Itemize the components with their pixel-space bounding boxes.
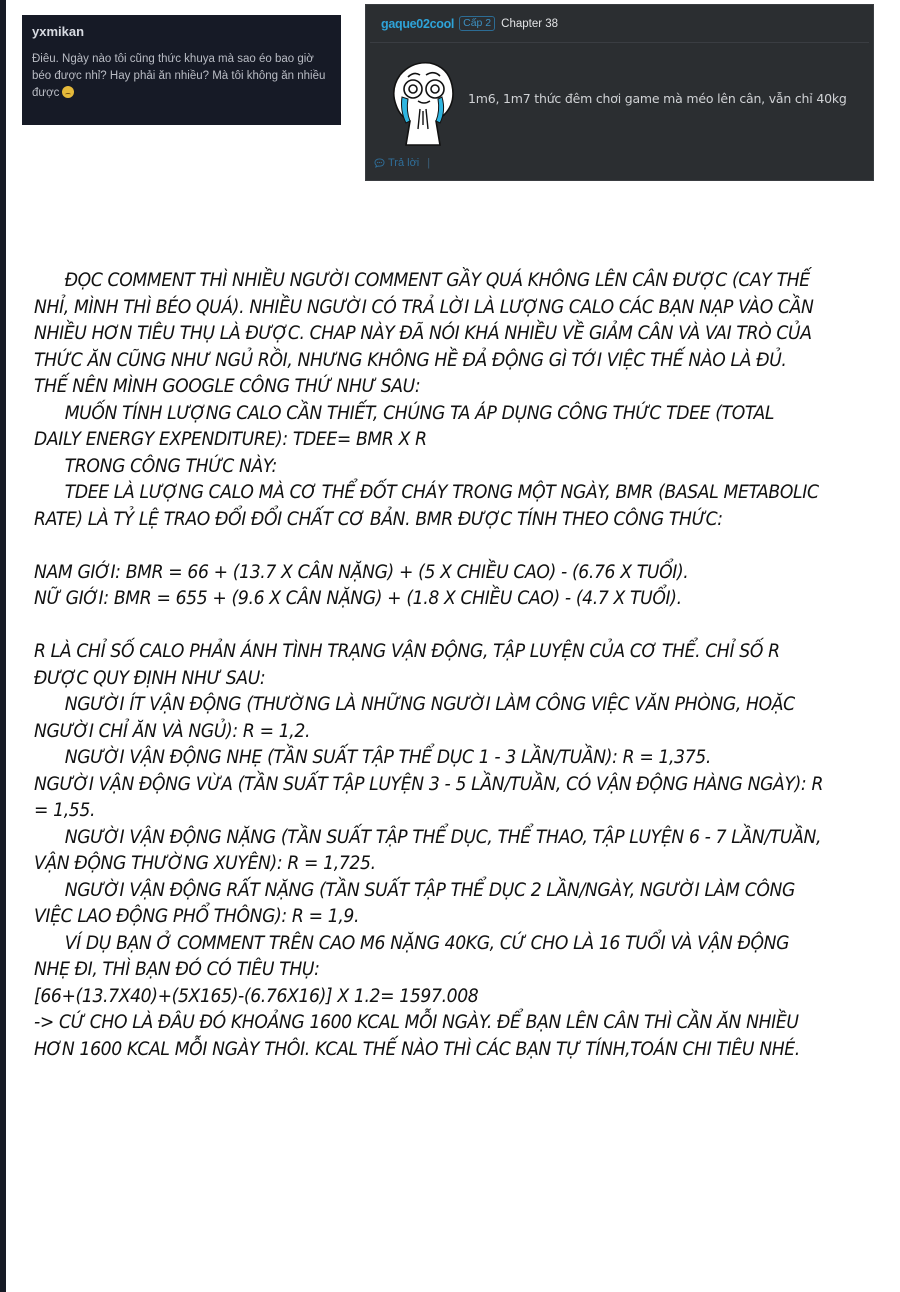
sad-face-emoji-icon (62, 86, 74, 98)
spacer (34, 613, 825, 640)
footer-separator: | (427, 157, 431, 169)
r-level-light: NGƯỜI VẬN ĐỘNG NHẸ (TẦN SUẤT TẬP THỂ DỤC 1 - 3 LẦN/TUẦN): R = 1,375. (64, 747, 711, 768)
article-text-panel (34, 268, 825, 1063)
comment-header (370, 5, 869, 43)
example-calculation: [66+(13.7X40)+(5X165)-(6.76X16)] X 1.2= 1597.008 (34, 985, 479, 1007)
paragraph-r-definition: R LÀ CHỈ SỐ CALO PHẢN ÁNH TÌNH TRẠNG VẬN ĐỘNG, TẬP LUYỆN CỦA CƠ THỂ. CHỈ SỐ R ĐƯỢC QUY ĐỊNH NHƯ SAU: (34, 641, 780, 689)
chapter-label[interactable]: Chapter 38 (501, 17, 559, 30)
comment-body (386, 59, 847, 149)
comment-text: 1m6, 1m7 thức đêm chơi game mà méo lên cân, vẫn chỉ 40kg (468, 90, 847, 106)
spacer (34, 533, 825, 560)
paragraph-example: VÍ DỤ BẠN Ở COMMENT TRÊN CAO M6 NẶNG 40KG, CỨ CHO LÀ 16 TUỔI VÀ VẬN ĐỘNG NHẸ ĐI, THÌ BẠN ĐÓ CÓ TIÊU THỤ: (34, 932, 790, 980)
paragraph-conclusion: -> CỨ CHO LÀ ĐÂU ĐÓ KHOẢNG 1600 KCAL MỖI NGÀY. ĐỂ BẠN LÊN CÂN THÌ CẦN ĂN NHIỀU HƠN 1600 KCAL MỖI NGÀY THÔI. KCAL THẾ NÀO THÌ CÁC BẠN TỰ TÍNH,TOÁN CHI TIÊU NHÉ. (34, 1012, 800, 1060)
reply-button[interactable]: Trả lời (388, 157, 420, 169)
chat-bubble-icon (374, 158, 385, 168)
comment-footer (374, 157, 430, 169)
comment-card-yxmikan (22, 15, 341, 125)
paragraph-intro: ĐỌC COMMENT THÌ NHIỀU NGƯỜI COMMENT GẦY QUÁ KHÔNG LÊN CÂN ĐƯỢC (CAY THẾ NHỈ, MÌNH THÌ BÉO QUÁ). NHIỀU NGƯỜI CÓ TRẢ LỜI LÀ LƯỢNG CALO CÁC BẠN NẠP VÀO CẦN NHIỀU HƠN TIÊU THỤ LÀ ĐƯỢC. CHAP NÀY ĐÃ NÓI KHÁ NHIỀU VỀ GIẢM CÂN VÀ VAI TRÒ CỦA THỨC ĂN CŨNG NHƯ NGỦ RỒI, NHƯNG KHÔNG HỀ ĐẢ ĐỘNG GÌ TỚI VIỆC THẾ NÀO LÀ ĐỦ. THẾ NÊN MÌNH GOOGLE CÔNG THỨ NHƯ SAU: (34, 270, 814, 397)
comment-card-gaque02cool (365, 4, 874, 181)
page-left-border (0, 0, 6, 1292)
formula-male: NAM GIỚI: BMR = 66 + (13.7 X CÂN NẶNG) + (5 X CHIỀU CAO) - (6.76 X TUỔI). (34, 561, 689, 583)
r-level-heavy: NGƯỜI VẬN ĐỘNG NẶNG (TẦN SUẤT TẬP THỂ DỤC, THỂ THAO, TẬP LUYỆN 6 - 7 LẦN/TUẦN, VẬN ĐỘNG THƯỜNG XUYÊN): R = 1,725. (34, 826, 822, 874)
r-level-sedentary: NGƯỜI ÍT VẬN ĐỘNG (THƯỜNG LÀ NHỮNG NGƯỜI LÀM CÔNG VIỆC VĂN PHÒNG, HOẶC NGƯỜI CHỈ ĂN VÀ NGỦ): R = 1,2. (34, 694, 795, 742)
level-badge: Cấp 2 (459, 16, 495, 31)
comment-username[interactable]: yxmikan (32, 24, 85, 39)
formula-female: NỮ GIỚI: BMR = 655 + (9.6 X CÂN NẶNG) + (1.8 X CHIỀU CAO) - (4.7 X TUỔI). (34, 588, 682, 609)
paragraph-tdee-formula: MUỐN TÍNH LƯỢNG CALO CẦN THIẾT, CHÚNG TA ÁP DỤNG CÔNG THỨC TDEE (TOTAL DAILY ENERGY EXPENDITURE): TDEE= BMR X R (34, 402, 775, 450)
comment-text: Điêu. Ngày nào tôi cũng thức khuya mà sao éo bao giờ béo được nhỉ? Hay phải ăn nhiều? Mà tôi không ăn nhiều được (32, 53, 326, 99)
paragraph-in-formula: TRONG CÔNG THỨC NÀY: (64, 455, 277, 477)
r-level-very-heavy: NGƯỜI VẬN ĐỘNG RẤT NẶNG (TẦN SUẤT TẬP THỂ DỤC 2 LẦN/NGÀY, NGƯỜI LÀM CÔNG VIỆC LAO ĐỘNG PHỔ THÔNG): R = 1,9. (34, 879, 796, 927)
r-level-moderate: NGƯỜI VẬN ĐỘNG VỪA (TẦN SUẤT TẬP LUYỆN 3 - 5 LẦN/TUẦN, CÓ VẬN ĐỘNG HÀNG NGÀY): R = 1,55. (34, 773, 824, 821)
comment-username[interactable]: gaque02cool (381, 16, 455, 31)
paragraph-tdee-definition: TDEE LÀ LƯỢNG CALO MÀ CƠ THỂ ĐỐT CHÁY TRONG MỘT NGÀY, BMR (BASAL METABOLIC RATE) LÀ TỶ LỆ TRAO ĐỔI ĐỔI CHẤT CƠ BẢN. BMR ĐƯỢC TÍNH THEO CÔNG THỨC: (34, 482, 819, 530)
crying-meme-face-icon (386, 59, 458, 149)
